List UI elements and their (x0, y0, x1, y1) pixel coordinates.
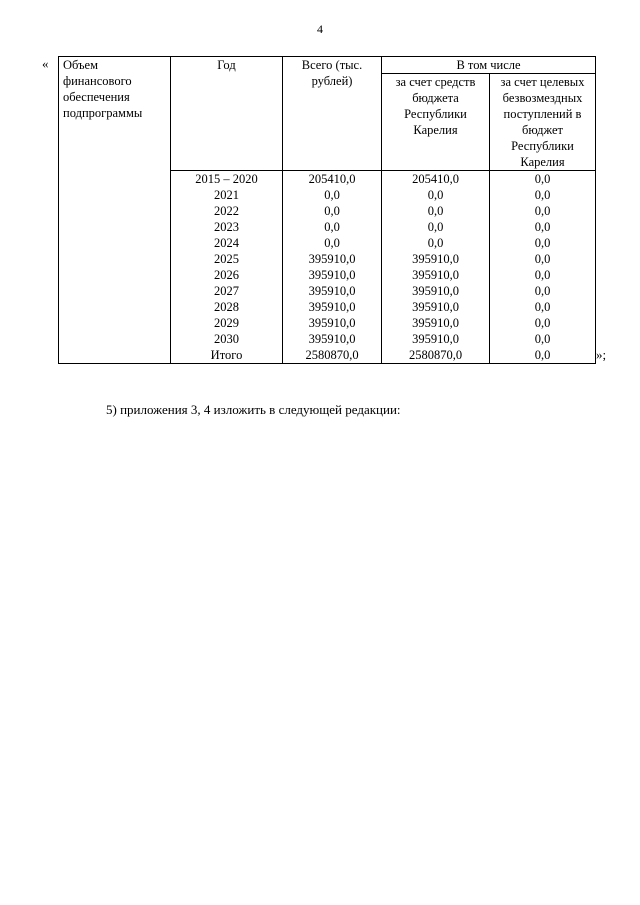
cell-targeted: 0,0 (490, 235, 596, 251)
cell-budget: 0,0 (382, 203, 490, 219)
cell-total: 0,0 (283, 203, 382, 219)
cell-total: 0,0 (283, 219, 382, 235)
cell-total: 205410,0 (283, 171, 382, 188)
cell-total: 0,0 (283, 235, 382, 251)
cell-budget: 395910,0 (382, 267, 490, 283)
cell-targeted: 0,0 (490, 251, 596, 267)
cell-year: Итого (171, 347, 283, 364)
cell-budget: 395910,0 (382, 283, 490, 299)
opening-quote: « (42, 56, 49, 71)
cell-budget: 395910,0 (382, 315, 490, 331)
cell-total: 395910,0 (283, 315, 382, 331)
cell-budget: 395910,0 (382, 331, 490, 347)
instruction-paragraph: 5) приложения 3, 4 изложить в следующей редакции: (106, 402, 401, 417)
cell-targeted: 0,0 (490, 299, 596, 315)
cell-year: 2015 – 2020 (171, 171, 283, 188)
cell-targeted: 0,0 (490, 171, 596, 188)
cell-budget: 0,0 (382, 219, 490, 235)
cell-year: 2027 (171, 283, 283, 299)
header-budget: за счет средств бюджета Республики Карелия (382, 74, 490, 171)
cell-year: 2024 (171, 235, 283, 251)
cell-targeted: 0,0 (490, 331, 596, 347)
cell-targeted: 0,0 (490, 267, 596, 283)
header-including: В том числе (382, 57, 596, 74)
cell-total: 395910,0 (283, 299, 382, 315)
cell-total: 395910,0 (283, 331, 382, 347)
cell-total: 395910,0 (283, 251, 382, 267)
cell-budget: 395910,0 (382, 251, 490, 267)
cell-year: 2028 (171, 299, 283, 315)
cell-budget: 2580870,0 (382, 347, 490, 364)
cell-targeted: 0,0 (490, 187, 596, 203)
cell-total: 2580870,0 (283, 347, 382, 364)
cell-budget: 205410,0 (382, 171, 490, 188)
cell-targeted: 0,0 (490, 347, 596, 364)
cell-targeted: 0,0 (490, 283, 596, 299)
cell-total: 395910,0 (283, 283, 382, 299)
cell-year: 2030 (171, 331, 283, 347)
cell-budget: 0,0 (382, 235, 490, 251)
table-label-cell: Объем финансового обеспечения подпрограммы (59, 57, 171, 364)
page-number: 4 (317, 22, 323, 36)
cell-year: 2025 (171, 251, 283, 267)
cell-total: 0,0 (283, 187, 382, 203)
closing-quote: »; (596, 347, 607, 362)
cell-total: 395910,0 (283, 267, 382, 283)
header-total: Всего (тыс. рублей) (283, 57, 382, 171)
cell-targeted: 0,0 (490, 219, 596, 235)
header-year: Год (171, 57, 283, 171)
cell-year: 2021 (171, 187, 283, 203)
cell-year: 2026 (171, 267, 283, 283)
cell-year: 2023 (171, 219, 283, 235)
table-header-row (59, 57, 596, 74)
header-targeted: за счет целевых безвозмездных поступлений в бюджет Республики Карелия (490, 74, 596, 171)
cell-targeted: 0,0 (490, 203, 596, 219)
cell-year: 2022 (171, 203, 283, 219)
cell-year: 2029 (171, 315, 283, 331)
cell-targeted: 0,0 (490, 315, 596, 331)
cell-budget: 0,0 (382, 187, 490, 203)
cell-budget: 395910,0 (382, 299, 490, 315)
financing-table (58, 56, 596, 364)
